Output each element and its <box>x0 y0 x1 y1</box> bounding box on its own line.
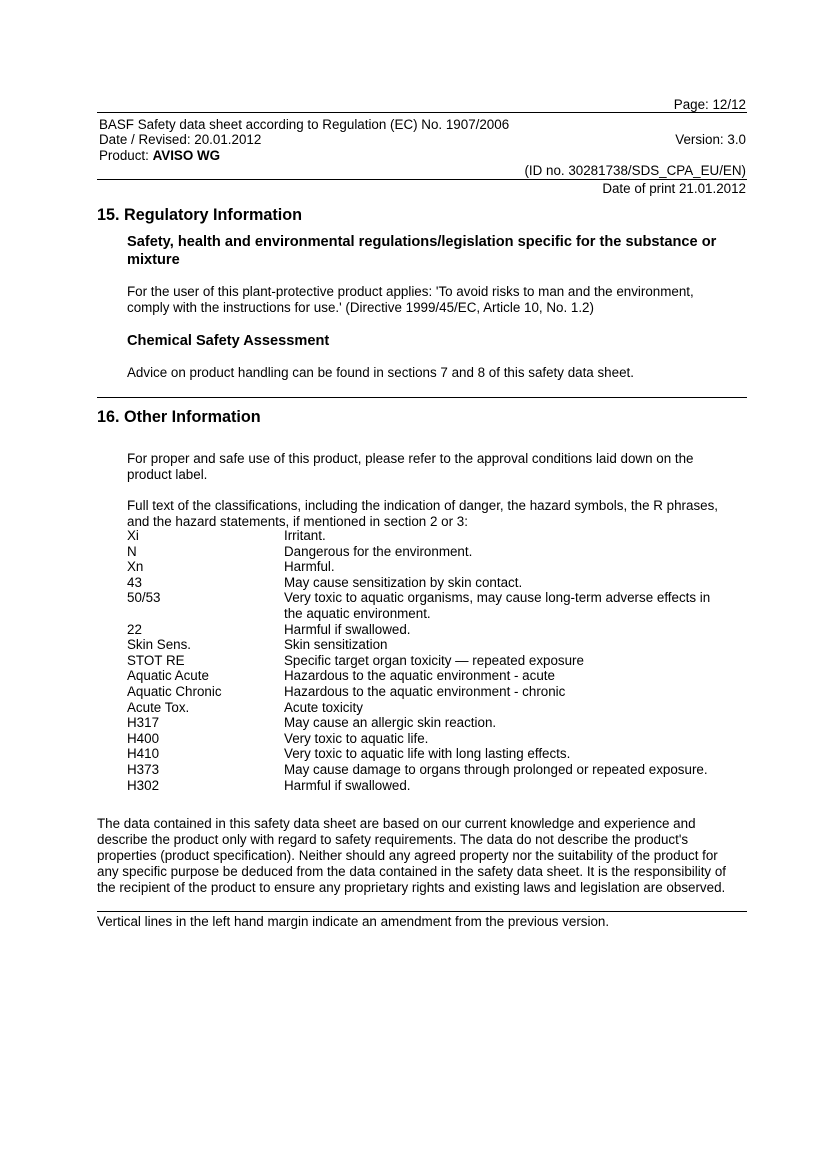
definition-code-empty <box>127 606 284 622</box>
definition-text: Dangerous for the environment. <box>284 543 473 559</box>
header-date-of-print: Date of print 21.01.2012 <box>602 181 746 196</box>
definition-code: 50/53 <box>127 590 161 606</box>
definition-row <box>127 731 742 747</box>
header-bottom-rule <box>97 179 747 180</box>
definition-text-continuation: the aquatic environment. <box>284 605 431 621</box>
definition-text: Hazardous to the aquatic environment - acute <box>284 668 555 684</box>
section-16-intro-line2: product label. <box>127 467 208 482</box>
chemical-safety-assessment-title: Chemical Safety Assessment <box>127 333 330 349</box>
definition-text: Harmful if swallowed. <box>284 777 411 793</box>
section-16-fulltext-line2: and the hazard statements, if mentioned in section 2 or 3: <box>127 514 468 529</box>
disclaimer-line4: any specific purpose be deduced from the data contained in the safety data sheet. It is the responsibility of <box>97 864 727 879</box>
chemical-safety-assessment-text: Advice on product handling can be found in sections 7 and 8 of this safety data sheet. <box>127 365 634 380</box>
definition-text: Very toxic to aquatic organisms, may cause long-term adverse effects in <box>284 590 711 606</box>
definition-row <box>127 684 742 700</box>
footer-rule <box>97 911 747 912</box>
definition-code: Acute Tox. <box>127 699 190 715</box>
header-top-rule <box>97 112 747 113</box>
definition-code: H400 <box>127 730 160 746</box>
definition-code: H317 <box>127 715 160 731</box>
definition-text: Harmful if swallowed. <box>284 621 411 637</box>
definition-text: Hazardous to the aquatic environment - chronic <box>284 683 566 699</box>
header-id-number: (ID no. 30281738/SDS_CPA_EU/EN) <box>524 163 746 178</box>
definition-row <box>127 700 742 716</box>
definition-row <box>127 778 742 794</box>
classification-definitions <box>127 528 742 793</box>
definition-text: May cause an allergic skin reaction. <box>284 715 497 731</box>
section-15-text-line1: For the user of this plant-protective product applies: 'To avoid risks to man and the environment, <box>127 284 694 299</box>
header-product <box>99 148 220 164</box>
definition-text: Very toxic to aquatic life with long lasting effects. <box>284 746 571 762</box>
footer-note: Vertical lines in the left hand margin indicate an amendment from the previous version. <box>97 914 610 929</box>
definition-row <box>127 746 742 762</box>
disclaimer-line5: the recipient of the product to ensure any proprietary rights and existing laws and legislation are observed. <box>97 880 726 895</box>
definition-text: May cause sensitization by skin contact. <box>284 574 523 590</box>
definition-text: Harmful. <box>284 559 335 575</box>
definition-code: STOT RE <box>127 652 185 668</box>
section-15-title: 15. Regulatory Information <box>97 206 303 224</box>
definition-row-continuation <box>127 606 742 622</box>
definition-code: H410 <box>127 746 160 762</box>
definition-text: May cause damage to organs through prolonged or repeated exposure. <box>284 761 708 777</box>
section-16-intro-line1: For proper and safe use of this product, please refer to the approval conditions laid down on the <box>127 451 694 466</box>
header-product-label: Product: <box>99 148 153 163</box>
definition-code: 43 <box>127 574 142 590</box>
definition-code: H373 <box>127 761 160 777</box>
definition-text: Irritant. <box>284 528 326 543</box>
definition-row <box>127 528 742 544</box>
definition-code: H302 <box>127 777 160 793</box>
definition-row <box>127 590 742 606</box>
definition-code: Skin Sens. <box>127 637 192 653</box>
definition-code: Xn <box>127 559 144 575</box>
section-15-subtitle-line2: mixture <box>127 252 180 268</box>
definition-row <box>127 559 742 575</box>
definition-text: Specific target organ toxicity — repeated exposure <box>284 652 584 668</box>
section-16-fulltext-line1: Full text of the classifications, including the indication of danger, the hazard symbols, the R phrases, <box>127 498 718 513</box>
definition-code: N <box>127 543 137 559</box>
definition-text: Very toxic to aquatic life. <box>284 730 429 746</box>
section-15-text-line2: comply with the instructions for use.' (Directive 1999/45/EC, Article 10, No. 1.2) <box>127 300 594 315</box>
definition-row <box>127 622 742 638</box>
section-16-title: 16. Other Information <box>97 408 261 426</box>
disclaimer-line2: describe the product only with regard to safety requirements. The data do not describe the product's <box>97 832 689 847</box>
definition-code: 22 <box>127 621 142 637</box>
disclaimer-line3: properties (product specification). Neither should any agreed property nor the suitability of the product for <box>97 848 718 863</box>
definition-row <box>127 637 742 653</box>
section-divider <box>97 397 747 398</box>
definition-code: Xi <box>127 528 139 543</box>
header-regulation-line: BASF Safety data sheet according to Regulation (EC) No. 1907/2006 <box>99 117 510 132</box>
header-version: Version: 3.0 <box>675 132 746 147</box>
section-15-subtitle-line1: Safety, health and environmental regulations/legislation specific for the substance or <box>127 234 717 250</box>
disclaimer-line1: The data contained in this safety data sheet are based on our current knowledge and experience and <box>97 816 696 831</box>
definition-row <box>127 762 742 778</box>
definition-row <box>127 668 742 684</box>
page-number: Page: 12/12 <box>673 97 746 112</box>
definition-code: Aquatic Acute <box>127 668 209 684</box>
definition-row <box>127 653 742 669</box>
definition-row <box>127 575 742 591</box>
header-product-name: AVISO WG <box>152 148 221 163</box>
definition-code: Aquatic Chronic <box>127 683 222 699</box>
header-date-revised: Date / Revised: 20.01.2012 <box>99 132 262 147</box>
definition-text: Acute toxicity <box>284 699 363 715</box>
definition-row <box>127 715 742 731</box>
definition-row <box>127 544 742 560</box>
definition-text: Skin sensitization <box>284 637 388 653</box>
